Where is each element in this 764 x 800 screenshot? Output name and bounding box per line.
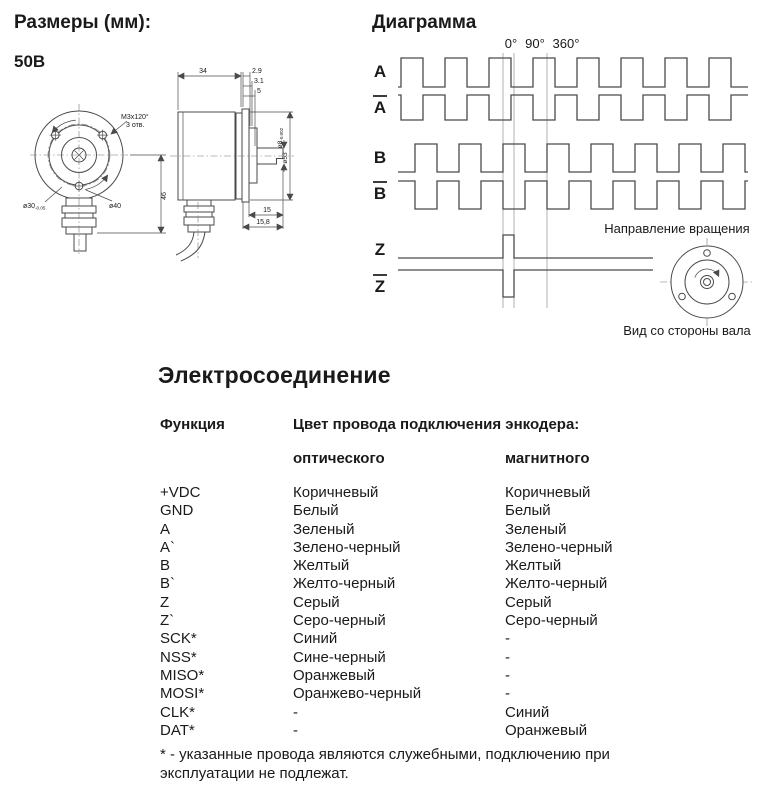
- table-row: [160, 649, 685, 667]
- table-row: [160, 612, 685, 630]
- cell-magnetic: Серый: [505, 593, 552, 611]
- signal-label: B: [373, 184, 387, 203]
- signal-label: B: [373, 148, 387, 167]
- col-color: Цвет провода подключения энкодера:: [293, 416, 580, 433]
- angle-label: 0°: [504, 36, 518, 51]
- holes-label: 3 отв.: [126, 122, 145, 129]
- signal-label: A: [373, 62, 387, 81]
- cell-function: +VDC: [160, 484, 201, 501]
- cell-magnetic: Зелено-черный: [505, 538, 613, 556]
- cell-optical: -: [293, 703, 298, 721]
- table-row: [160, 502, 685, 520]
- cell-optical: Оранжево-черный: [293, 685, 422, 703]
- cell-optical: Серо-черный: [293, 612, 386, 630]
- cell-function: MISO*: [160, 666, 205, 684]
- cell-function: B: [160, 557, 171, 575]
- waveform-a-inv: [398, 95, 748, 120]
- side-view-drawing: [170, 68, 294, 261]
- m3-label: М3х120°: [121, 114, 149, 121]
- h46-label: 46: [161, 192, 168, 200]
- cell-magnetic: Желтый: [505, 557, 562, 575]
- cell-function: A: [160, 520, 171, 538]
- cell-optical: Сине-черный: [293, 648, 386, 666]
- waveform-b-inv: [398, 181, 748, 209]
- table-row: [160, 667, 685, 685]
- cell-function: SCK*: [160, 630, 197, 648]
- footnote: * - указанные провода являются служебными, подключению при эксплуатации не подлежат.: [160, 746, 610, 782]
- cell-optical: Оранжевый: [293, 666, 376, 684]
- table-row: [160, 594, 685, 612]
- cell-function: B`: [160, 575, 175, 593]
- d40-label: ø40: [109, 203, 122, 210]
- cell-optical: -: [293, 721, 298, 739]
- cell-optical: Коричневый: [293, 484, 379, 501]
- table-row: [160, 557, 685, 575]
- cell-magnetic: Зеленый: [505, 520, 567, 538]
- cell-magnetic: -: [505, 685, 510, 703]
- dimensions-title: Размеры (мм):: [14, 12, 152, 33]
- l158-label: 15,8: [256, 219, 270, 226]
- cell-optical: Серый: [293, 593, 340, 611]
- signal-label: Z: [374, 240, 386, 259]
- waveform-b: [398, 144, 748, 172]
- l15-label: 15: [263, 207, 271, 214]
- cell-magnetic: Синий: [505, 703, 550, 721]
- cell-magnetic: Коричневый: [505, 484, 591, 501]
- diagram-title: Диаграмма: [372, 12, 477, 33]
- section-title: Электросоединение: [158, 362, 391, 388]
- shaft-view-label: Вид со стороны вала: [623, 323, 751, 338]
- cell-function: Z`: [160, 612, 175, 630]
- cell-function: Z: [160, 593, 170, 611]
- dimension-drawings: [0, 60, 340, 278]
- cell-magnetic: Белый: [505, 502, 551, 520]
- connection-table: [160, 484, 685, 740]
- waveform-z-inv: [398, 270, 653, 297]
- cell-optical: Зеленый: [293, 520, 355, 538]
- d53-label: ø53: [282, 152, 289, 164]
- signal-diagram: [370, 30, 764, 345]
- cell-function: NSS*: [160, 648, 197, 666]
- cable-gland: [176, 200, 214, 261]
- col-magnetic: магнитного: [505, 450, 590, 467]
- cell-function: GND: [160, 502, 194, 520]
- cell-optical: Желто-черный: [293, 575, 396, 593]
- table-row: [160, 685, 685, 703]
- cell-magnetic: Оранжевый: [505, 721, 588, 739]
- cell-magnetic: Желто-черный: [505, 575, 608, 593]
- cell-function: MOSI*: [160, 685, 205, 703]
- signal-label: Z: [374, 277, 386, 296]
- t31-label: 3.1: [254, 78, 264, 85]
- front-view-drawing: [23, 104, 168, 254]
- cell-optical: Белый: [293, 502, 339, 520]
- table-row: [160, 722, 685, 740]
- rotation-view-drawing: [604, 221, 754, 338]
- cell-magnetic: -: [505, 666, 510, 684]
- signal-label: A: [373, 98, 387, 117]
- waveform-a: [398, 58, 748, 87]
- table-row: [160, 539, 685, 557]
- cell-function: CLK*: [160, 703, 196, 721]
- d30-label: $ø30_{-0.05}$: [23, 203, 46, 211]
- cell-function: DAT*: [160, 721, 195, 739]
- cell-magnetic: Серо-черный: [505, 612, 598, 630]
- waveform-z: [398, 235, 653, 258]
- rotation-label: Направление вращения: [604, 221, 750, 236]
- table-row: [160, 484, 685, 502]
- cell-optical: Синий: [293, 630, 338, 648]
- table-row: [160, 630, 685, 648]
- cell-magnetic: -: [505, 630, 510, 648]
- angle-label: 360°: [552, 36, 580, 51]
- col-optical: оптического: [293, 450, 385, 467]
- d8-label: ø8-0.002: [277, 127, 285, 149]
- cell-optical: Желтый: [293, 557, 350, 575]
- cell-optical: Зелено-черный: [293, 538, 401, 556]
- table-row: [160, 575, 685, 593]
- w34-label: 34: [199, 68, 207, 75]
- cell-magnetic: -: [505, 648, 510, 666]
- model-label: 50В: [14, 52, 46, 71]
- col-function: Функция: [160, 416, 225, 433]
- angle-label: 90°: [525, 36, 545, 51]
- cell-function: A`: [160, 538, 175, 556]
- table-row: [160, 521, 685, 539]
- table-row: [160, 704, 685, 722]
- t5-label: 5: [257, 88, 261, 95]
- t29-label: 2.9: [252, 68, 262, 75]
